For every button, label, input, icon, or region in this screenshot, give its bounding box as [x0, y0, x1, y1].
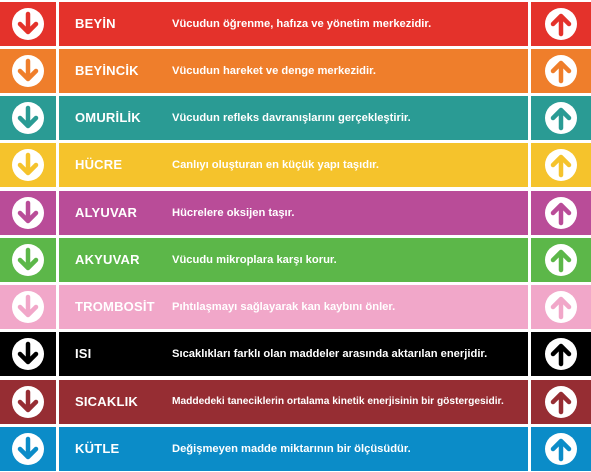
arrow-up-circle-icon[interactable] — [544, 101, 578, 135]
row-trombosit — [0, 285, 591, 329]
row-right-cell — [531, 96, 591, 140]
row-middle-cell — [59, 143, 528, 187]
arrow-up-circle-icon[interactable] — [544, 290, 578, 324]
term-label: AKYUVAR — [75, 252, 140, 267]
row-middle-cell — [59, 49, 528, 93]
row-right-cell — [531, 285, 591, 329]
row-left-cell — [0, 143, 56, 187]
chevron-down-circle-icon[interactable] — [11, 7, 45, 41]
arrow-up-circle-icon[interactable] — [544, 196, 578, 230]
term-description: Değişmeyen madde miktarının bir ölçüsüdür. — [172, 443, 411, 455]
arrow-up-circle-icon[interactable] — [544, 337, 578, 371]
term-description: Pıhtılaşmayı sağlayarak kan kaybını önler. — [172, 301, 396, 313]
row-middle-cell — [59, 2, 528, 46]
row-middle-cell — [59, 191, 528, 235]
term-description: Sıcaklıkları farklı olan maddeler arasında aktarılan enerjidir. — [172, 348, 488, 360]
row-left-cell — [0, 285, 56, 329]
arrow-up-circle-icon[interactable] — [544, 385, 578, 419]
row-isi — [0, 332, 591, 376]
row-left-cell — [0, 380, 56, 424]
chevron-down-circle-icon[interactable] — [11, 432, 45, 466]
row-left-cell — [0, 96, 56, 140]
row-middle-cell — [59, 427, 528, 471]
chevron-down-circle-icon[interactable] — [11, 196, 45, 230]
row-kutle — [0, 427, 591, 471]
row-omurilik — [0, 96, 591, 140]
row-sicaklik — [0, 380, 591, 424]
chevron-down-circle-icon[interactable] — [11, 290, 45, 324]
row-left-cell — [0, 191, 56, 235]
row-middle-cell — [59, 380, 528, 424]
row-right-cell — [531, 427, 591, 471]
arrow-up-circle-icon[interactable] — [544, 432, 578, 466]
chevron-down-circle-icon[interactable] — [11, 148, 45, 182]
arrow-up-circle-icon[interactable] — [544, 243, 578, 277]
row-alyuvar — [0, 191, 591, 235]
row-right-cell — [531, 332, 591, 376]
term-label: BEYİNCİK — [75, 63, 139, 78]
row-middle-cell — [59, 332, 528, 376]
row-left-cell — [0, 332, 56, 376]
row-right-cell — [531, 143, 591, 187]
term-description: Vücudu mikroplara karşı korur. — [172, 254, 337, 266]
row-middle-cell — [59, 238, 528, 282]
term-label: TROMBOSİT — [75, 299, 155, 314]
chevron-down-circle-icon[interactable] — [11, 385, 45, 419]
term-description: Canlıyı oluşturan en küçük yapı taşıdır. — [172, 159, 380, 171]
row-left-cell — [0, 427, 56, 471]
row-akyuvar — [0, 238, 591, 282]
chevron-down-circle-icon[interactable] — [11, 101, 45, 135]
chevron-down-circle-icon[interactable] — [11, 243, 45, 277]
term-label: OMURİLİK — [75, 110, 141, 125]
row-left-cell — [0, 49, 56, 93]
term-label: HÜCRE — [75, 157, 123, 172]
term-description: Vücudun hareket ve denge merkezidir. — [172, 65, 376, 77]
term-label: BEYİN — [75, 16, 116, 31]
term-description: Maddedeki taneciklerin ortalama kinetik enerjisinin bir göstergesidir. — [172, 396, 504, 407]
arrow-up-circle-icon[interactable] — [544, 7, 578, 41]
row-right-cell — [531, 49, 591, 93]
term-label: ISI — [75, 346, 92, 361]
term-description: Vücudun öğrenme, hafıza ve yönetim merkezidir. — [172, 18, 432, 30]
row-left-cell — [0, 2, 56, 46]
row-middle-cell — [59, 96, 528, 140]
row-middle-cell — [59, 285, 528, 329]
term-label: SICAKLIK — [75, 394, 138, 409]
chevron-down-circle-icon[interactable] — [11, 54, 45, 88]
row-hucre — [0, 143, 591, 187]
term-label: KÜTLE — [75, 441, 120, 456]
row-right-cell — [531, 2, 591, 46]
row-right-cell — [531, 380, 591, 424]
row-beyincik — [0, 49, 591, 93]
arrow-up-circle-icon[interactable] — [544, 148, 578, 182]
row-beyin — [0, 2, 591, 46]
term-description: Vücudun refleks davranışlarını gerçekleştirir. — [172, 112, 411, 124]
row-left-cell — [0, 238, 56, 282]
arrow-up-circle-icon[interactable] — [544, 54, 578, 88]
chevron-down-circle-icon[interactable] — [11, 337, 45, 371]
row-right-cell — [531, 238, 591, 282]
term-label: ALYUVAR — [75, 205, 138, 220]
row-right-cell — [531, 191, 591, 235]
term-description: Hücrelere oksijen taşır. — [172, 207, 295, 219]
